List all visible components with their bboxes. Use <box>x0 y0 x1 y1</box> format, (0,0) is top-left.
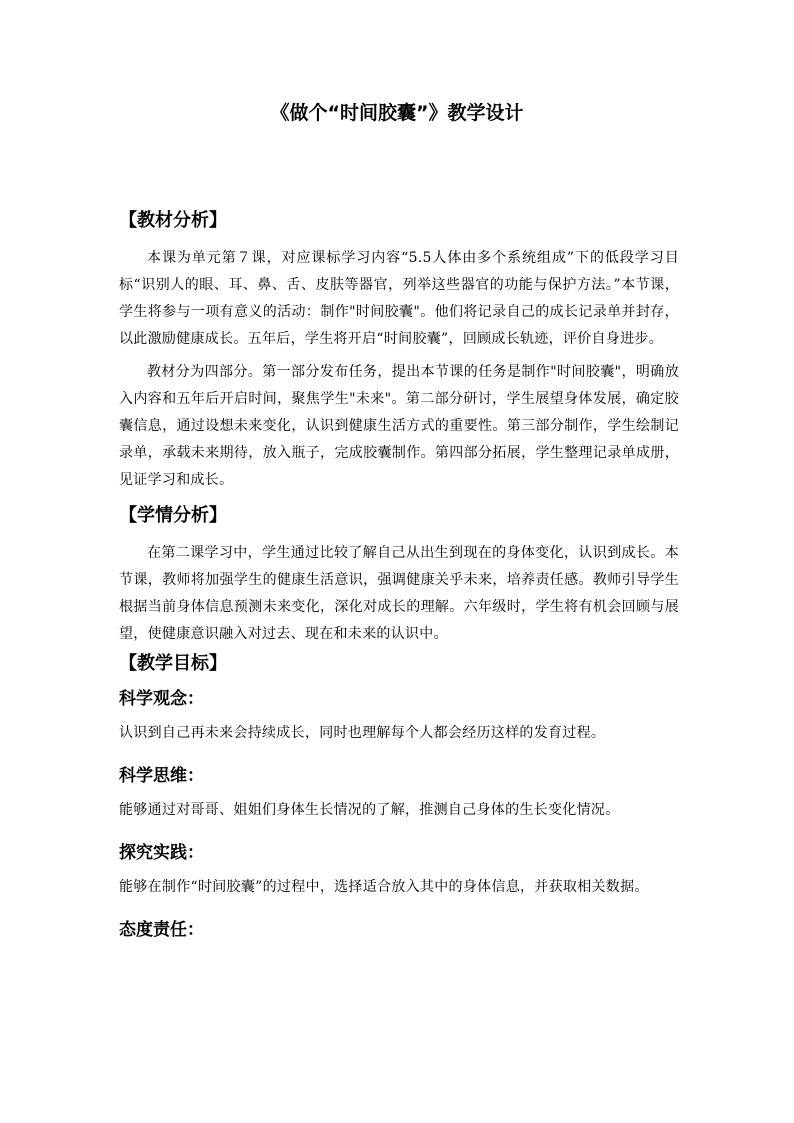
document-body <box>119 202 679 945</box>
subheading-inquiry-practice: 探究实践： <box>119 843 204 863</box>
material-analysis-paragraph-1: 本课为单元第７课，对应课标学习内容“5.5人体由多个系统组成”下的低段学习目标“识别人的眼、耳、鼻、舌、皮肤等器官，列举这些器官的功能与保护方法。”本节课，学生将参与一项有意义的活动：制作"时间胶囊"。他们将记录自己的成长记录单并封存，以此激励健康成长。五年后，学生将开启“时间胶囊”，回顾成长轨迹，评价自身进步。 <box>119 250 679 347</box>
subheading-attitude-responsibility: 态度责任： <box>119 920 204 940</box>
heading-material-analysis: 【教材分析】 <box>119 210 227 231</box>
science-thinking-text: 能够通过对哥哥、姐姐们身体生长情况的了解，推测自己身体的生长变化情况。 <box>119 802 620 818</box>
inquiry-practice-text: 能够在制作“时间胶囊”的过程中，选择适合放入其中的身体信息，并获取相关数据。 <box>119 879 649 895</box>
document-title: 《做个“时间胶囊”》教学设计 <box>270 102 524 124</box>
science-concept-text: 认识到自己再未来会持续成长，同时也理解每个人都会经历这样的发育过程。 <box>119 725 606 741</box>
learner-analysis-paragraph: 在第二课学习中，学生通过比较了解自己从出生到现在的身体变化，认识到成长。本节课，教师将加强学生的健康生活意识，强调健康关乎未来，培养责任感。教师引导学生根据当前身体信息预测未来变化，深化对成长的理解。六年级时，学生将有机会回顾与展望，使健康意识融入对过去、现在和未来的认识中。 <box>119 545 679 642</box>
heading-learner-analysis: 【学情分析】 <box>119 505 227 526</box>
subheading-science-thinking: 科学思维： <box>119 766 204 786</box>
material-analysis-paragraph-2: 教材分为四部分。第一部分发布任务，提出本节课的任务是制作"时间胶囊"，明确放入内容和五年后开启时间，聚焦学生"未来"。第二部分研讨，学生展望身体发展，确定胶囊信息，通过设想未来变化，认识到健康生活方式的重要性。第三部分制作，学生绘制记录单，承载未来期待，放入瓶子，完成胶囊制作。第四部分拓展，学生整理记录单成册，见证学习和成长。 <box>119 364 679 488</box>
heading-teaching-goals: 【教学目标】 <box>119 653 227 674</box>
subheading-science-concept: 科学观念： <box>119 689 204 709</box>
